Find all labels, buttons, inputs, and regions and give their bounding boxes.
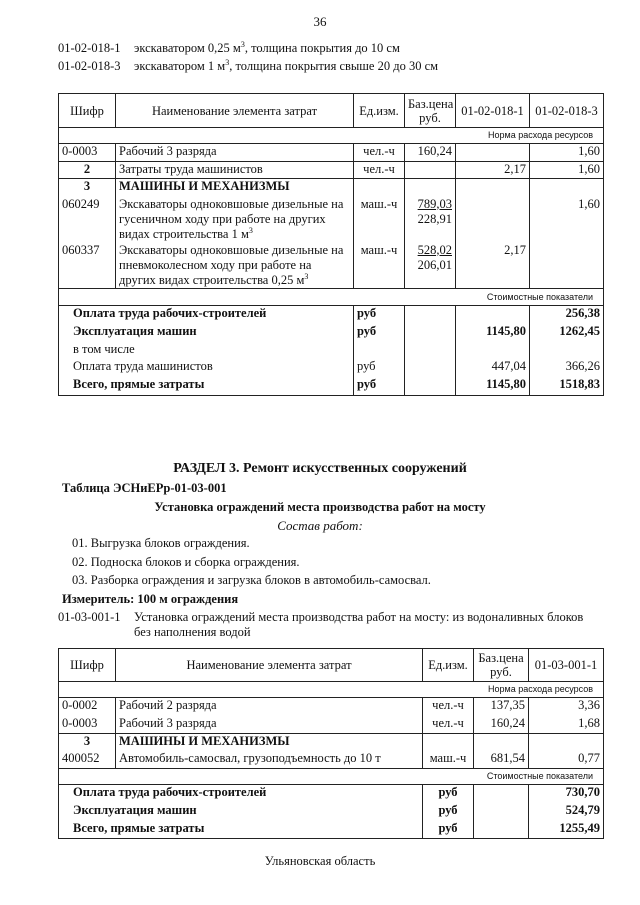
resource-table-2 [58,648,604,839]
col-header-price: Баз.цена руб. [474,649,529,682]
norm-description: 01-03-001-1 Установка ограждений места производства работ на мосту: из водоналивных блоков без наполнения водой [58,610,584,639]
page-footer: Ульяновская область [264,854,376,868]
work-item: 02. Подноска блоков и сборка ограждения. [72,555,300,569]
total-row: в том числе [59,342,604,359]
work-item: 01. Выгрузка блоков ограждения. [72,536,250,550]
col-header-norm: 01-03-001-1 [529,649,604,682]
measure-unit: Измеритель: 100 м ограждения [62,592,239,606]
norm-code: 01-02-018-1 [58,41,121,55]
total-row: Оплата труда машинистов руб 447,04 366,26 [59,359,604,377]
table-row: 3 МАШИНЫ И МЕХАНИЗМЫ [59,179,604,197]
table-row: 3 МАШИНЫ И МЕХАНИЗМЫ [59,734,604,751]
total-row: Всего, прямые затраты руб 1145,80 1518,83 [59,377,604,396]
norm-subheader: Норма расхода ресурсов [59,128,604,144]
norm-code: 01-03-001-1 [58,610,121,624]
col-header-name: Наименование элемента затрат [116,94,354,128]
col-header-norm: 01-02-018-3 [530,94,604,128]
total-row: Эксплуатация машин руб 524,79 [59,803,604,821]
col-header-unit: Ед.изм. [423,649,474,682]
norm-subheader: Норма расхода ресурсов [59,682,604,698]
total-row: Эксплуатация машин руб 1145,80 1262,45 [59,324,604,342]
cost-subheader: Стоимостные показатели [59,289,604,306]
table-row: 060249 Экскаваторы одноковшовые дизельные на гусеничном ходу при работе на других видах строительства 1 $м^3$ маш.-ч 789,03 228,91 1,60 [59,197,604,243]
table-row: 060337 Экскаваторы одноковшовые дизельные на пневмоколесном ходу при работе на других видах строительства 0,25 $м^3$ маш.-ч 528,02 206,01 2,17 [59,243,604,289]
table-row: 0-0003 Рабочий 3 разряда чел.-ч 160,24 1,68 [59,716,604,734]
col-header-code: Шифр [59,649,116,682]
col-header-unit: Ед.изм. [354,94,405,128]
table-row: 2 Затраты труда машинистов чел.-ч 2,17 1,60 [59,162,604,179]
header-line: 01-02-018-1 экскаватором 0,25 $м^3$, толщина покрытия до 10 см [58,39,400,55]
table-row: 0-0003 Рабочий 3 разряда чел.-ч 160,24 1,60 [59,144,604,162]
table-row: 0-0002 Рабочий 2 разряда чел.-ч 137,35 3,36 [59,698,604,716]
col-header-name: Наименование элемента затрат [116,649,423,682]
col-header-norm: 01-02-018-1 [456,94,530,128]
col-header-price: Баз.цена руб. [405,94,456,128]
resource-table-1 [58,93,604,396]
work-item: 03. Разборка ограждения и загрузка блоков в автомобиль-самосвал. [72,573,431,587]
page-number: 36 [313,14,327,29]
total-row: Всего, прямые затраты руб 1255,49 [59,821,604,839]
works-title: Состав работ: [277,518,363,533]
section-title: РАЗДЕЛ 3. Ремонт искусственных сооружений [173,461,467,476]
total-row: Оплата труда рабочих-строителей руб 256,38 [59,306,604,324]
header-line: 01-02-018-3 экскаватором 1 $м^3$, толщина покрытия свыше 20 до 30 см [58,57,439,73]
table-id: Таблица ЭСНиЕРр-01-03-001 [62,481,227,495]
cost-subheader: Стоимостные показатели [59,769,604,785]
norm-code: 01-02-018-3 [58,59,121,73]
table-title: Установка ограждений места производства работ на мосту [154,500,486,514]
total-row: Оплата труда рабочих-строителей руб 730,70 [59,785,604,803]
col-header-code: Шифр [59,94,116,128]
table-row: 400052 Автомобиль-самосвал, грузоподъемность до 10 т маш.-ч 681,54 0,77 [59,751,604,769]
